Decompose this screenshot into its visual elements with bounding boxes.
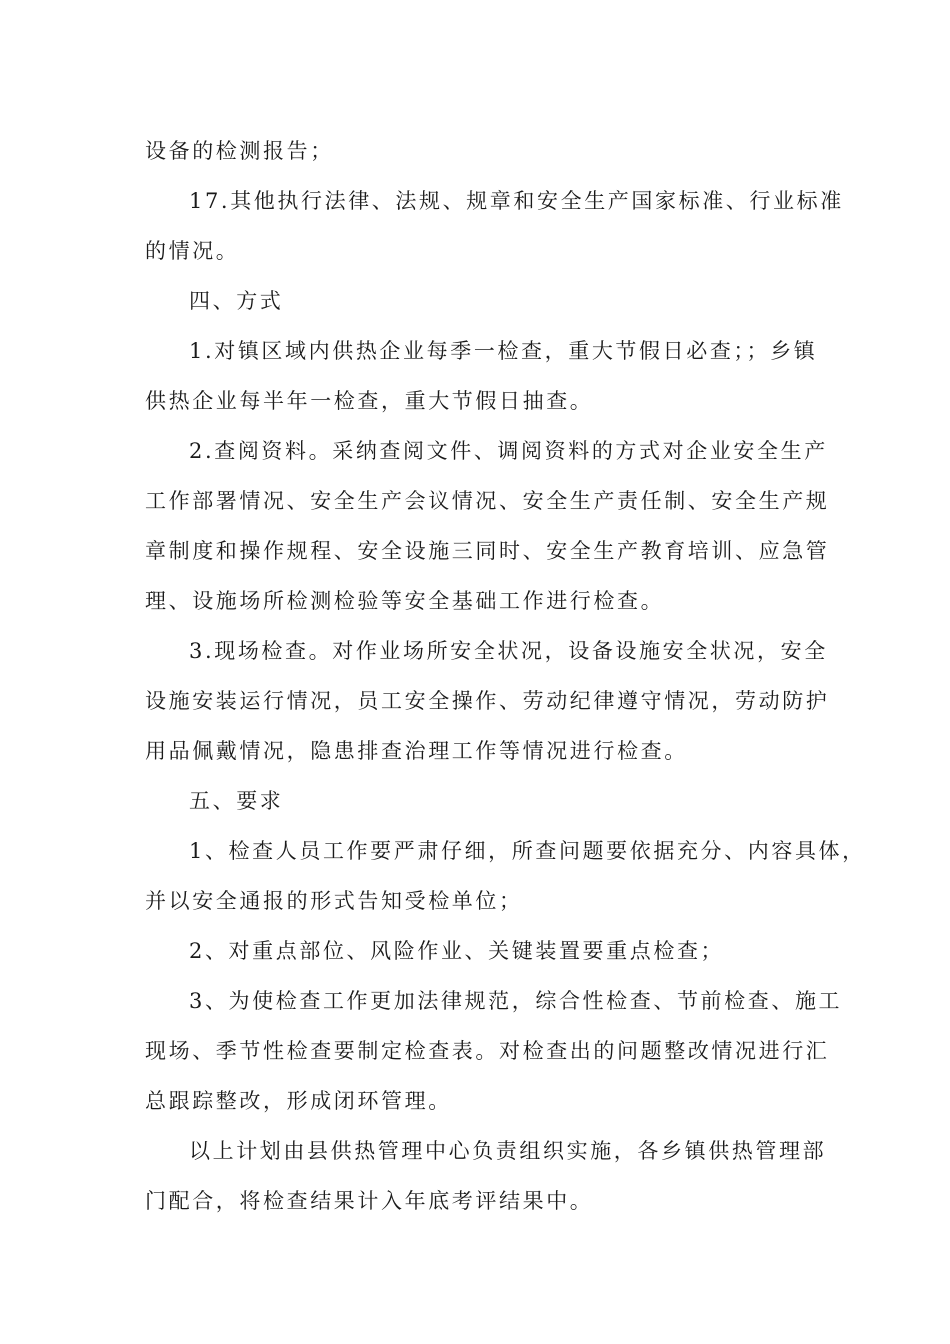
text-line: 2、对重点部位、风险作业、关键装置要重点检查； xyxy=(189,939,725,963)
text-line: 3、为使检查工作更加法律规范，综合性检查、节前检查、施工 xyxy=(189,989,843,1013)
text-line: 设施安装运行情况，员工安全操作、劳动纪律遵守情况，劳动防护 xyxy=(145,689,830,713)
text-line: 3.现场检查。对作业场所安全状况，设备设施安全状况，安全 xyxy=(189,639,828,663)
text-line: 并以安全通报的形式告知受检单位； xyxy=(145,889,523,913)
text-line: 1.对镇区域内供热企业每季一检查，重大节假日必查；；乡镇 xyxy=(189,339,818,363)
text-line: 章制度和操作规程、安全设施三同时、安全生产教育培训、应急管 xyxy=(145,539,830,563)
text-line: 门配合，将检查结果计入年底考评结果中。 xyxy=(145,1189,594,1213)
text-line: 设备的检测报告； xyxy=(145,139,334,163)
text-line: 理、设施场所检测检验等安全基础工作进行检查。 xyxy=(145,589,665,613)
text-line: 17.其他执行法律、法规、规章和安全生产国家标准、行业标准 xyxy=(189,189,844,213)
text-line: 1、检查人员工作要严肃仔细，所查问题要依据充分、内容具体， xyxy=(189,839,866,863)
text-line: 以上计划由县供热管理中心负责组织实施，各乡镇供热管理部 xyxy=(189,1139,827,1163)
section-heading: 五、要求 xyxy=(189,789,284,813)
text-line: 现场、季节性检查要制定检查表。对检查出的问题整改情况进行汇 xyxy=(145,1039,830,1063)
text-line: 供热企业每半年一检查，重大节假日抽查。 xyxy=(145,389,594,413)
text-line: 工作部署情况、安全生产会议情况、安全生产责任制、安全生产规 xyxy=(145,489,830,513)
text-line: 的情况。 xyxy=(145,239,240,263)
text-line: 2.查阅资料。采纳查阅文件、调阅资料的方式对企业安全生产 xyxy=(189,439,828,463)
text-line: 总跟踪整改，形成闭环管理。 xyxy=(145,1089,452,1113)
section-heading: 四、方式 xyxy=(189,289,284,313)
text-line: 用品佩戴情况，隐患排查治理工作等情况进行检查。 xyxy=(145,739,688,763)
